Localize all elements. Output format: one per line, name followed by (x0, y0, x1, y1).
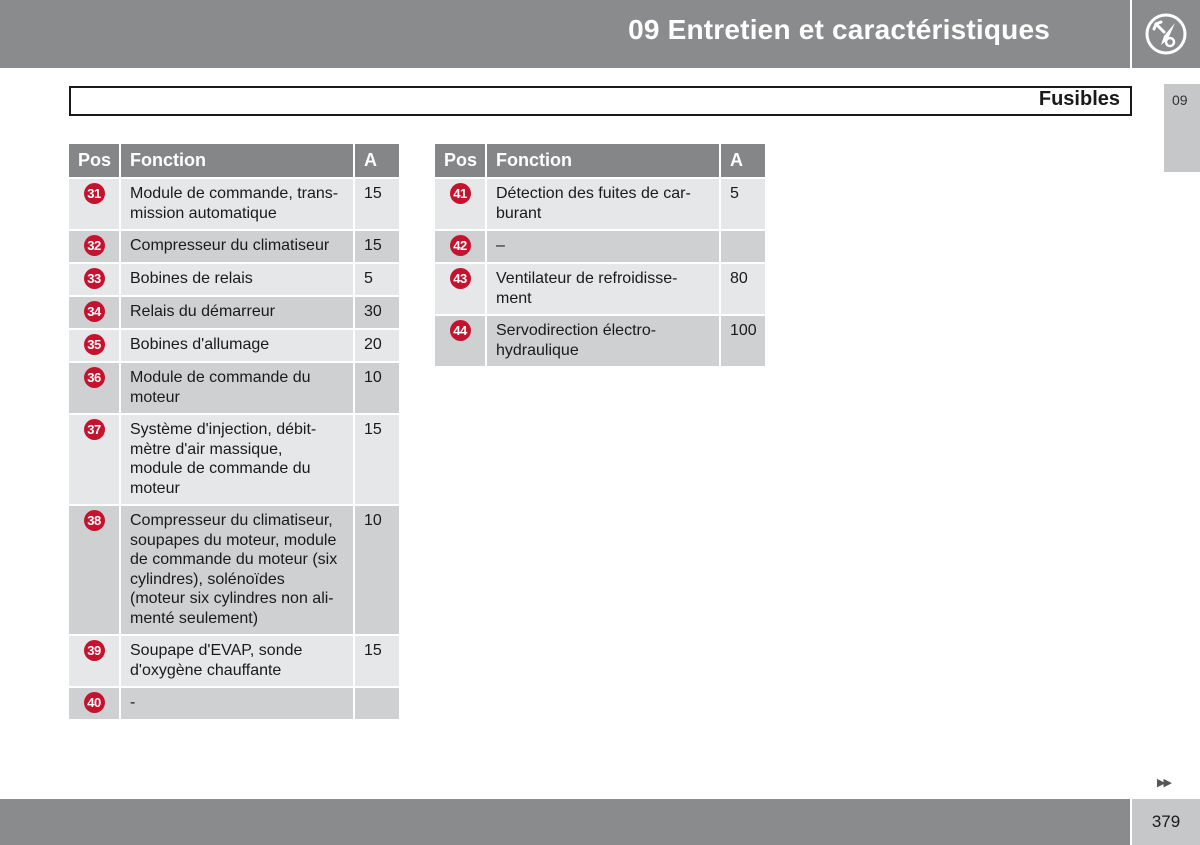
header-bar (0, 0, 1130, 68)
table-row (69, 230, 399, 263)
amperage-cell: 5 (354, 263, 399, 296)
pos-cell (69, 635, 120, 687)
fuse-position-badge: 31 (84, 183, 105, 204)
fonction-cell: Détection des fuites de car- burant (486, 178, 720, 230)
page-number-box (1132, 799, 1200, 845)
fonction-cell: Compresseur du climatiseur (120, 230, 354, 263)
fuse-position-badge: 42 (450, 235, 471, 256)
section-heading-box (69, 86, 1132, 116)
column-header-fonction: Fonction (486, 144, 720, 178)
column-header-fonction: Fonction (120, 144, 354, 178)
fuse-position-badge: 38 (84, 510, 105, 531)
fonction-cell: Soupape d'EVAP, sonde d'oxygène chauffante (120, 635, 354, 687)
table-row (435, 263, 765, 315)
fonction-cell: Bobines d'allumage (120, 329, 354, 362)
pos-cell (69, 505, 120, 635)
table-row (435, 230, 765, 263)
amperage-cell: 80 (720, 263, 765, 315)
fonction-cell: Compresseur du climatiseur, soupapes du moteur, module de commande du moteur (six cylindres), solénoïdes (moteur six cylindres non ali- menté seulement) (120, 505, 354, 635)
amperage-cell (720, 230, 765, 263)
fonction-cell: - (120, 687, 354, 720)
amperage-cell: 5 (720, 178, 765, 230)
table-row (69, 505, 399, 635)
fuse-table-right (435, 144, 765, 368)
pos-cell (69, 263, 120, 296)
fonction-cell: Module de commande du moteur (120, 362, 354, 414)
amperage-cell: 15 (354, 230, 399, 263)
fuse-position-badge: 36 (84, 367, 105, 388)
fonction-cell: Servodirection électro- hydraulique (486, 315, 720, 367)
column-header-pos: Pos (69, 144, 120, 178)
table-header-row (69, 144, 399, 178)
pos-cell (435, 263, 486, 315)
fonction-cell: Relais du démarreur (120, 296, 354, 329)
pos-cell (69, 362, 120, 414)
table-header-row (435, 144, 765, 178)
amperage-cell: 15 (354, 178, 399, 230)
pos-cell (435, 178, 486, 230)
fuse-position-badge: 35 (84, 334, 105, 355)
fuse-position-badge: 40 (84, 692, 105, 713)
fuse-position-badge: 32 (84, 235, 105, 256)
table-row (69, 362, 399, 414)
fuse-position-badge: 39 (84, 640, 105, 661)
chapter-icon-box (1132, 0, 1200, 68)
amperage-cell: 100 (720, 315, 765, 367)
column-header-amperage: A (354, 144, 399, 178)
chapter-side-tab-label: 09 (1172, 92, 1188, 108)
pos-cell (69, 329, 120, 362)
column-header-pos: Pos (435, 144, 486, 178)
amperage-cell: 20 (354, 329, 399, 362)
table-row (69, 635, 399, 687)
amperage-cell: 10 (354, 362, 399, 414)
amperage-cell: 15 (354, 635, 399, 687)
fonction-cell: Ventilateur de refroidisse- ment (486, 263, 720, 315)
wrench-circle-icon (1144, 12, 1188, 56)
table-row (69, 329, 399, 362)
double-chevron-right-icon: ▶▶ (1157, 777, 1170, 789)
table-row (435, 178, 765, 230)
fuse-position-badge: 34 (84, 301, 105, 322)
fuse-position-badge: 37 (84, 419, 105, 440)
fuse-position-badge: 41 (450, 183, 471, 204)
page-number: 379 (1151, 812, 1181, 831)
fonction-cell: Module de commande, trans- mission automatique (120, 178, 354, 230)
amperage-cell: 10 (354, 505, 399, 635)
table-row (69, 687, 399, 720)
fuse-position-badge: 33 (84, 268, 105, 289)
pos-cell (435, 230, 486, 263)
section-title: Fusibles (1038, 88, 1120, 110)
pos-cell (69, 178, 120, 230)
fonction-cell: Bobines de relais (120, 263, 354, 296)
fonction-cell: Système d'injection, débit- mètre d'air massique, module de commande du moteur (120, 414, 354, 505)
table-row (69, 178, 399, 230)
amperage-cell: 30 (354, 296, 399, 329)
table-row (69, 296, 399, 329)
table-row (435, 315, 765, 367)
fuse-position-badge: 44 (450, 320, 471, 341)
chapter-title: 09 Entretien et caractéristiques (628, 14, 1050, 45)
pos-cell (69, 296, 120, 329)
pos-cell (435, 315, 486, 367)
fuse-position-badge: 43 (450, 268, 471, 289)
pos-cell (69, 687, 120, 720)
table-row (69, 414, 399, 505)
fuse-table-left (69, 144, 399, 721)
fonction-cell: – (486, 230, 720, 263)
amperage-cell (354, 687, 399, 720)
amperage-cell: 15 (354, 414, 399, 505)
column-header-amperage: A (720, 144, 765, 178)
table-row (69, 263, 399, 296)
pos-cell (69, 414, 120, 505)
pos-cell (69, 230, 120, 263)
footer-bar (0, 799, 1130, 845)
